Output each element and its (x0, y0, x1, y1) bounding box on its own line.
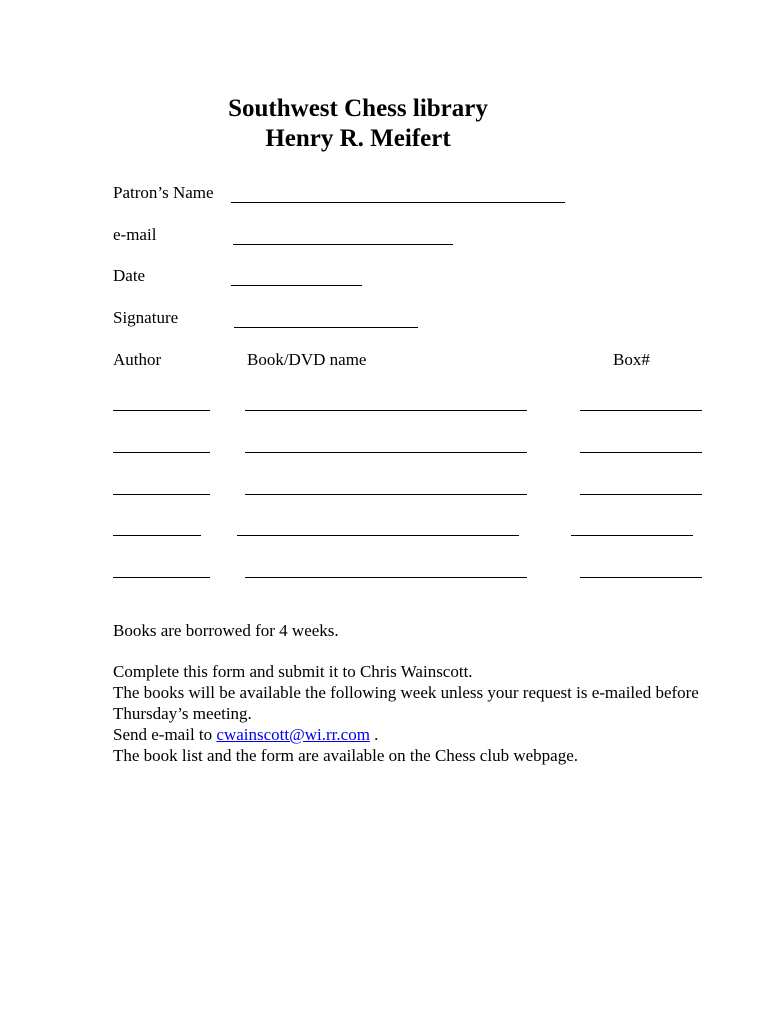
email-link[interactable]: cwainscott@wi.rr.com (216, 725, 370, 744)
box-number-line[interactable] (580, 494, 702, 495)
availability-note-line2: Thursday’s meeting. (113, 704, 252, 723)
author-line[interactable] (113, 494, 210, 495)
book-name-line[interactable] (245, 452, 527, 453)
author-line[interactable] (113, 535, 201, 536)
book-dvd-column-header: Book/DVD name (247, 350, 367, 369)
date-label: Date (113, 266, 146, 285)
patron-name-line[interactable] (231, 202, 565, 203)
box-number-line[interactable] (571, 535, 693, 536)
availability-note-line1: The books will be available the following week unless your request is e-mailed before (113, 683, 699, 702)
book-name-line[interactable] (245, 410, 527, 411)
box-column-header: Box# (613, 350, 650, 369)
author-column-header: Author (113, 350, 162, 369)
book-name-line[interactable] (237, 535, 519, 536)
signature-label: Signature (113, 308, 179, 327)
borrow-period-note: Books are borrowed for 4 weeks. (113, 621, 339, 640)
signature-line[interactable] (234, 327, 418, 328)
author-line[interactable] (113, 452, 210, 453)
form-subtitle: Henry R. Meifert (265, 125, 451, 152)
box-number-line[interactable] (580, 577, 702, 578)
date-line[interactable] (231, 285, 362, 286)
webpage-note: The book list and the form are available on the Chess club webpage. (113, 746, 578, 765)
book-name-line[interactable] (245, 494, 527, 495)
send-email-note (113, 724, 378, 745)
email-line[interactable] (233, 244, 453, 245)
send-email-prefix: Send e-mail to (113, 725, 217, 744)
patron-name-label: Patron’s Name (113, 183, 214, 202)
email-label: e-mail (113, 225, 157, 244)
box-number-line[interactable] (580, 452, 702, 453)
author-line[interactable] (113, 410, 210, 411)
author-line[interactable] (113, 577, 210, 578)
box-number-line[interactable] (580, 410, 702, 411)
book-name-line[interactable] (245, 577, 527, 578)
send-email-suffix: . (369, 725, 379, 744)
submit-instruction: Complete this form and submit it to Chris Wainscott. (113, 662, 473, 681)
form-title: Southwest Chess library (228, 95, 488, 122)
